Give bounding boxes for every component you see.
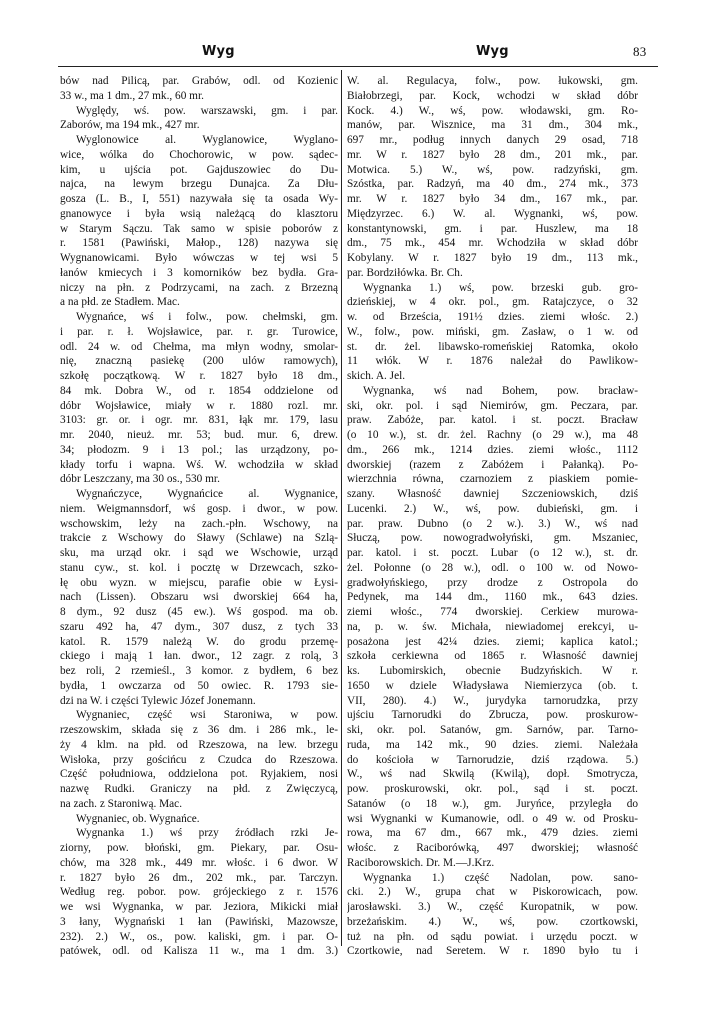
- text-line: w Starym Sączu. Tak samo w spisie poborów z: [60, 222, 338, 235]
- text-line: najca, na lewym brzegu Dunajca. Za Dłu-: [60, 178, 338, 191]
- text-line: żel. Połonne (o 28 w.), odl. o 100 w. od Nowo-: [347, 561, 638, 574]
- text-line: par. praw. Dubno (o 2 w.). 3.) W., wś nad: [347, 517, 638, 530]
- text-line: ziemi włośc., 774 dworskiej. Cerkiew murowa-: [347, 606, 638, 618]
- text-line: dzi na W. i części Tylewic Józef Jonemann.: [60, 694, 256, 707]
- text-line: gradwołyńskiego, przy drodze z Ostropola do: [347, 576, 638, 589]
- text-line: konstantynowski, gm. i par. Huszlew, ma 18: [347, 222, 638, 235]
- text-line: r. 1827 było 26 dm., 202 mk., par. Tarczyn.: [60, 871, 338, 884]
- text-line: we wsi Wygnanka, w par. Jeziora, Mikicki miał: [60, 901, 338, 913]
- text-line: cki. 2.) W., grupa chat w Piskorowicach, pow.: [347, 886, 638, 899]
- text-line: a na płd. ze Stadłem. Mac.: [60, 296, 180, 309]
- text-line: dworskiej (razem z Zabóżem i Pałanką). Po-: [347, 458, 638, 471]
- text-line: Część południowa, oddzielona pot. Ryjakiem, nosi: [60, 768, 338, 781]
- text-line: sku, ma urząd okr. i sąd we Wschowie, urząd: [60, 547, 338, 559]
- text-line: trakcie z Wschowy do Sławy (Schlawe) na Szlą-: [60, 532, 338, 545]
- text-line: Wygnanka 1.) część Nadolan, pow. sano-: [363, 871, 638, 884]
- text-line: st. dr. żel. libawsko-romeńskiej Ratomka, około: [347, 340, 638, 353]
- text-line: i par. r. ł. Wojsławice, par. r. gr. Turowice,: [60, 325, 338, 338]
- text-line: kłady torfu i wapna. Wś. W. wchodziła w skład: [60, 458, 338, 471]
- text-line: patówek, odl. od Kalisza 11 w., ma 1 dm. 3.): [60, 945, 338, 958]
- text-line: Zaborów, ma 194 mk., 427 mr.: [60, 119, 200, 132]
- text-line: (o 10 w.), st. dr. żel. Rachny (o 29 w.), ma 48: [347, 429, 638, 441]
- text-line: wsi Wygnanki w Kumanowie, odl. o 49 w. od Prosku-: [347, 812, 638, 825]
- text-line: ży 4 klm. na płd. od Rzeszowa, na lew. brzegu: [60, 738, 338, 751]
- text-line: W., folw., pow. miński, gm. Zasław, o 1 w. od: [347, 325, 638, 338]
- text-line: Pedynek, ma 144 dm., 1160 mk., 643 dzies.: [347, 591, 638, 604]
- text-line: 1650 w dziele Władysława Niemierzyca (ob. t.: [347, 679, 638, 692]
- text-line: nazwę Rudki. Graniczy na płd. z Zwięczycą,: [60, 783, 338, 795]
- text-line: włośc. z Raciborówką, 497 dworskiej; własność: [347, 842, 638, 854]
- text-line: Wygnańce, wś i folw., pow. chełmski, gm.: [76, 311, 338, 323]
- running-head-right: Wyg: [476, 44, 509, 59]
- text-line: Wygnanowicami. Było wówczas w tej wsi 5: [60, 252, 338, 264]
- text-line: bów nad Pilicą, par. Grabów, odl. od Kozienic: [60, 75, 338, 87]
- text-line: dm., 75 mk., 454 mr. Wchodziła w skład dóbr: [347, 237, 638, 250]
- text-line: gnanowyce i była wsią należącą do klasztoru: [60, 207, 338, 220]
- text-line: par. katol. i st. poczt. Lubar (o 12 w.), st. dr.: [347, 547, 638, 559]
- text-line: w. od Brześcia, 191½ dzies. ziemi włośc. 2.): [347, 311, 638, 323]
- text-line: mr. 2040, nieuż. mr. 53; bud. mur. 6, drew.: [60, 429, 338, 441]
- text-line: Międzyrzec. 6.) W. al. Wygnanki, wś, pow.: [347, 207, 638, 220]
- text-line: na zach. z Staroniwą. Mac.: [60, 797, 183, 810]
- text-line: na, p. w. św. Michała, niewiadomej erekcyi, u-: [347, 620, 638, 633]
- text-line: r. 1581 (Pawiński, Małop., 128) nazywa się: [60, 237, 338, 250]
- text-line: 33 w., ma 1 dm., 27 mk., 60 mr.: [60, 89, 204, 102]
- text-line: łę obu wyzn. w miejscu, parafie obie w Łysi-: [60, 576, 338, 589]
- text-line: dóbr Wojsławice, miały w r. 1880 rozl. mr.: [60, 399, 338, 412]
- text-line: dzieńskiej, w 4 okr. pol., gm. Ratajczyce, o 32: [347, 296, 638, 309]
- text-line: 3103: gr. or. i ogr. mr. 831, łąk mr. 179, lasu: [60, 414, 338, 427]
- text-line: 84 mk. Dobra W., od r. 1854 oddzielone od: [60, 384, 338, 397]
- text-line: Szóstka, par. Radzyń, ma 40 dm., 274 mk., 373: [347, 178, 638, 191]
- header-rule: [58, 66, 658, 67]
- text-line: wierzchnia równa, czarnoziem z piaskiem pomie-: [347, 473, 638, 486]
- text-line: odl. 24 w. od Chełma, ma młyn wodny, smolar-: [60, 340, 338, 353]
- text-line: mr. W r. 1827 było 34 dm., 167 mk., par.: [347, 193, 638, 205]
- left-column: [60, 74, 338, 959]
- text-line: bez roli, 2 rzemieśl., 3 komor. z bydłem, 6 bez: [60, 665, 338, 677]
- text-line: W., wś nad Skwilą (Kwilą), dopł. Smotrycza,: [347, 768, 638, 781]
- text-line: nię, znaczną pasiekę (200 ulów ramowych),: [60, 355, 338, 368]
- text-line: szaru 492 ha, 47 dym., 307 dusz, z tych 33: [60, 620, 338, 633]
- text-line: brzeżańskim. 4.) W., wś, pow. czortkowski,: [347, 915, 638, 928]
- text-line: Wisłoka, przy gościńcu z Czudca do Rzeszowa.: [60, 753, 338, 766]
- text-line: Satanów (o 18 w.), gm. Juryńce, przyległa do: [347, 797, 638, 810]
- text-line: Czortkowie, nad Seretem. W r. 1890 było tu i: [347, 945, 638, 958]
- text-line: rzeszowskim, składa się z 36 dm. i 286 mk., le-: [60, 724, 338, 736]
- text-line: ckiego i mają 1 łan. dwor., 12 zagr. z rolą, 3: [60, 650, 338, 663]
- text-line: praw. Zabóże, par. katol. i st. poczt. Bracław: [347, 414, 638, 427]
- text-line: 11 włók. W r. 1876 należał do Pawlikow-: [347, 355, 638, 368]
- text-line: Kock. 4.) W., wś, pow. włodawski, gm. Ro-: [347, 104, 638, 117]
- text-line: Lucenki. 2.) W., wś, pow. dubieński, gm. i: [347, 502, 638, 515]
- right-column: [347, 74, 638, 959]
- text-line: Wyględy, wś. pow. warszawski, gm. i par.: [76, 104, 338, 117]
- text-line: ziorny, pow. błoński, gm. Piekary, par. Osu-: [60, 842, 338, 854]
- text-line: 232). 2.) W., os., pow. kaliski, gm. i par. O-: [60, 930, 338, 943]
- text-line: niem. Weigmannsdorf, wś gosp. i dwor., w pow.: [60, 502, 338, 515]
- text-line: Wygnanka 1.) wś, pow. brzeski gub. gro-: [363, 281, 638, 294]
- text-line: chów, ma 328 mk., 449 mr. włośc. i 6 dwor. W: [60, 856, 338, 869]
- text-line: Białobrzegi, par. Kock, wchodzi w skład dóbr: [347, 89, 638, 102]
- text-line: ruda, ma 142 mk., 90 dzies. ziemi. Należała: [347, 738, 638, 751]
- text-line: gosza (L. B., I, 551) nazywała się ta osada Wy-: [60, 193, 338, 205]
- text-line: ski, okr. pol. i sąd Niemirów, gm. Peczara, par.: [347, 399, 638, 412]
- text-line: dóbr Leszczany, ma 30 os., 530 mr.: [60, 473, 220, 486]
- text-line: Wygnańczyce, Wygnańcice al. Wygnanice,: [76, 488, 338, 500]
- text-line: Wyglonowice al. Wyglanowice, Wyglano-: [76, 134, 338, 146]
- text-line: manów, par. Wisznice, ma 31 dm., 304 mk.,: [347, 119, 638, 132]
- page-number: 83: [633, 44, 647, 59]
- text-line: ski, okr. pol. Satanów, gm. Sarnów, par. Tarno-: [347, 724, 638, 736]
- text-line: Motwica. 5.) W., wś, pow. radzyński, gm.: [347, 163, 638, 176]
- text-line: Wygnanka, wś nad Bohem, pow. bracław-: [363, 384, 638, 397]
- text-line: stanu cyw., st. kol. i pocztę w Drzewcach, szko-: [60, 561, 338, 574]
- text-line: szkołę początkową. W r. 1827 było 18 dm.,: [60, 370, 338, 382]
- text-line: szkoła cerkiewna od 1865 r. Własność dawniej: [347, 650, 638, 663]
- text-line: mr. W r. 1827 było 28 dm., 201 mk., par.: [347, 148, 638, 161]
- text-line: Wygnaniec, część wsi Staroniwa, w pow.: [76, 709, 338, 722]
- text-line: Wygnaniec, ob. Wygnańce.: [76, 812, 200, 825]
- text-line: ujściu Tarnorudki do Zbrucza, pow. proskurow-: [347, 709, 638, 722]
- text-line: 697 mr., podług innych danych 29 osad, 718: [347, 134, 638, 146]
- text-line: Raciborowskich. Dr. M.—J.Krz.: [347, 856, 495, 869]
- text-line: posażona jest 42¼ dzies. ziemi; kaplica katol.;: [347, 635, 638, 648]
- text-line: dm., 266 mk., 1214 dzies. ziemi włośc., 1112: [347, 443, 638, 456]
- text-line: Wygnanka 1.) wś przy źródłach rzki Je-: [76, 827, 338, 840]
- text-line: tuż na płn. od sądu powiat. i urzędu poczt. w: [347, 930, 638, 943]
- text-line: wice, wólka do Chochorowic, w pow. sądec-: [60, 148, 338, 161]
- column-divider: [341, 70, 342, 946]
- text-line: 3 łany, Wygnański 1 łan (Pawiński, Mazowsze,: [60, 915, 338, 928]
- text-line: katol. R. 1579 należą W. do grodu przemę-: [60, 635, 338, 648]
- text-line: jarosławski. 3.) W., część Kuropatnik, w pow.: [347, 901, 638, 913]
- text-line: skich. A. Jel.: [347, 370, 406, 382]
- text-line: W. al. Regulacya, folw., pow. łukowski, gm.: [347, 75, 638, 87]
- running-head-left: Wyg: [202, 44, 235, 59]
- text-line: par. Bordziłówka. Br. Ch.: [347, 266, 463, 279]
- text-line: 8 dym., 92 dusz (45 ew.). Wś gospod. ma ob.: [60, 606, 338, 618]
- text-line: pow. proskurowski, okr. pol., sąd i st. poczt.: [347, 783, 638, 795]
- text-line: łanów kmiecych i 3 komorników bez bydła. Gra-: [60, 266, 338, 279]
- text-line: Słuczą, pow. nowogradwołyński, gm. Mszaniec,: [347, 532, 638, 545]
- text-line: 34; płodozm. 9 i 13 pol.; las urządzony, po-: [60, 443, 338, 456]
- text-line: Kobylany. W r. 1827 było 19 dm., 113 mk.,: [347, 252, 638, 264]
- text-line: do kościoła w Tarnorudzie, dziś rządowa. 5.): [347, 753, 638, 766]
- text-line: kim, u ujścia pot. Gajduszowiec do Du-: [60, 163, 338, 176]
- text-line: rowa, ma 67 dm., 667 mk., 479 dzies. ziemi: [347, 827, 638, 840]
- text-line: szany. Własność dawniej Szczeniowskich, dziś: [347, 488, 638, 500]
- text-line: nach (Lissen). Obszaru wsi dworskiej 664 ha,: [60, 591, 338, 604]
- text-line: ks. Lubomirskich, obecnie Budzyńskich. W r.: [347, 665, 638, 677]
- text-line: VII, 280). 4.) W., jurydyka tarnorudzka, przy: [347, 694, 638, 707]
- text-line: Według reg. pobor. pow. grójeckiego z r. 1576: [60, 886, 338, 899]
- text-line: wschowskim, leży na zach.-płn. Wschowy, na: [60, 517, 338, 530]
- text-line: niczy na płn. z Podrzycami, na zach. z Brzezną: [60, 281, 338, 294]
- text-line: bydła, 1 owczarza od 50 owiec. R. 1793 sie-: [60, 679, 338, 692]
